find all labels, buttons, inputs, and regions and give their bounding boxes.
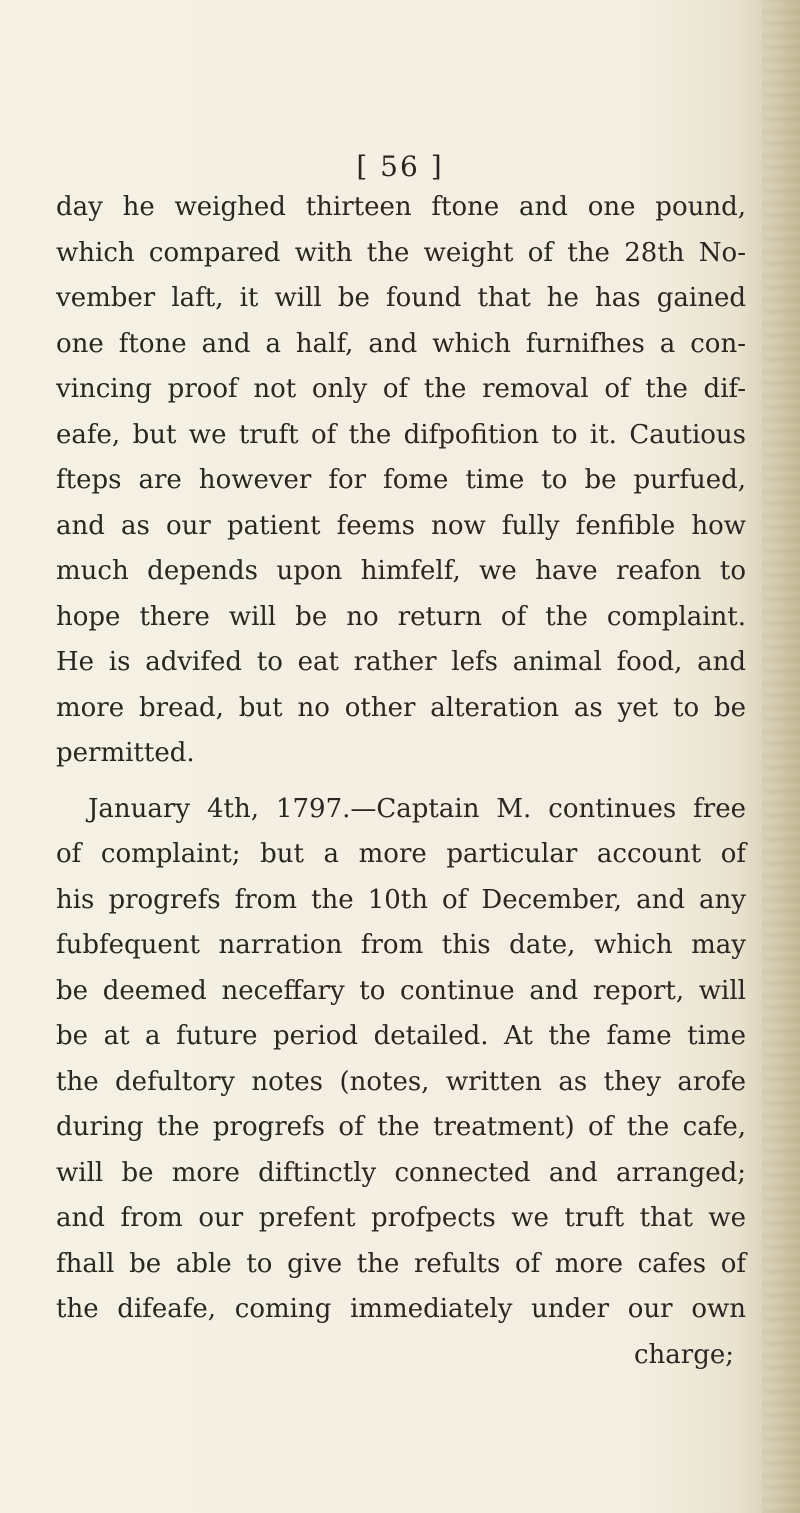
text-line: will be more diftinctly connected and arranged; — [56, 1157, 746, 1188]
text-line: vember laft, it will be found that he has gained — [56, 283, 746, 313]
text-line: during the progrefs of the treatment) of the cafe, — [56, 1112, 746, 1142]
text-line: fhall be able to give the refults of more cafes of — [56, 1248, 746, 1279]
text-line: his progrefs from the 10th of December, and any — [56, 884, 746, 915]
text-line: which compared with the weight of the 28th No- — [56, 237, 746, 268]
text-line: and as our patient feems now fully fenfible how — [56, 510, 746, 541]
text-line: and from our prefent profpects we truft that we — [56, 1203, 746, 1233]
text-line: vincing proof not only of the removal of the dif- — [56, 374, 746, 404]
text-line: He is advifed to eat rather lefs animal food, and — [56, 647, 746, 677]
text-line: one ftone and a half, and which furnifhes a con- — [56, 328, 746, 359]
text-line: day he weighed thirteen ftone and one pound, — [56, 192, 746, 222]
text-line: permitted. — [56, 738, 195, 768]
paragraph-1 — [56, 185, 746, 777]
text-line: be at a future period detailed. At the fame time — [56, 1021, 746, 1051]
text-line: of complaint; but a more particular account of — [56, 839, 746, 869]
text-line: much depends upon himfelf, we have reafon to — [56, 556, 746, 586]
paragraph-2 — [56, 787, 746, 1333]
text-line: January 4th, 1797.—Captain M. continues free — [88, 793, 746, 824]
text-line: hope there will be no return of the complaint. — [56, 601, 746, 632]
text-line: the difeafe, coming immediately under our own — [56, 1294, 746, 1324]
text-line: be deemed neceffary to continue and report, will — [56, 975, 746, 1006]
text-line: the defultory notes (notes, written as they arofe — [56, 1066, 746, 1097]
text-line: more bread, but no other alteration as yet to be — [56, 692, 746, 723]
body-text — [56, 185, 746, 1378]
page-edge-shadow — [762, 0, 800, 1513]
text-line: eafe, but we truft of the difpofition to it. Cautious — [56, 419, 746, 450]
text-line: fteps are however for fome time to be purfued, — [56, 465, 746, 495]
catchword: charge; — [633, 1339, 734, 1370]
text-line: fubfequent narration from this date, which may — [56, 930, 746, 960]
page-number: [ 56 ] — [356, 150, 444, 183]
